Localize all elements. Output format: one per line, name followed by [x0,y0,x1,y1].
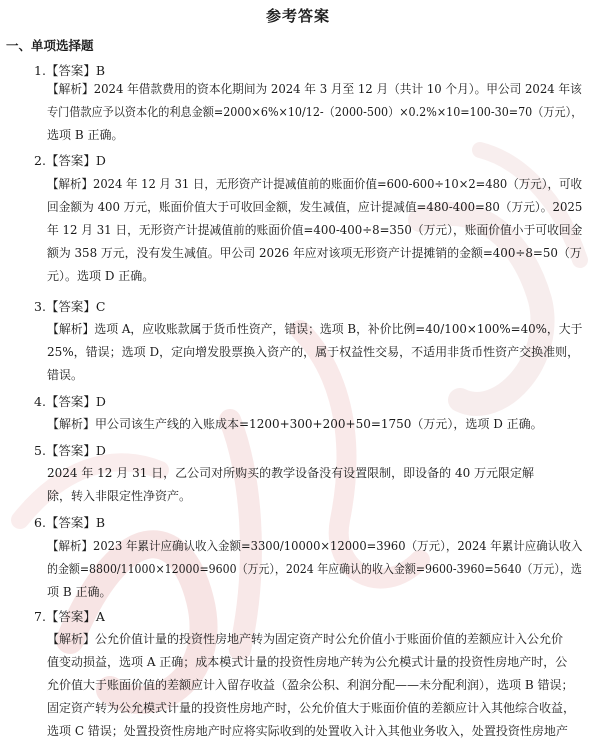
question-4-answer: 4.【答案】D [34,394,106,409]
analysis-line: 【解析】2024 年借款费用的资本化期间为 2024 年 3 月至 12 月（共计 10 个月）。甲公司 2024 年该 [47,82,582,96]
analysis-line: 【解析】2023 年累计应确认收入金额=3300/10000×12000=3960（万元），2024 年累计应确认收入 [47,539,583,553]
document-title: 参考答案 [265,7,330,25]
question-4-analysis [47,413,582,436]
analysis-line: 的金额=8800/11000×12000=9600（万元），2024 年应确认的收入金额=9600-3960=5640（万元），选 [47,562,582,576]
analysis-line: 项 B 正确。 [47,585,112,599]
question-7-analysis [47,628,582,743]
analysis-line: 值变动损益，选项 A 正确；成本模式计量的投资性房地产转为公允模式计量的投资性房地产时，公 [47,655,568,669]
question-5-analysis [47,462,582,508]
analysis-line: 回金额为 400 万元，账面价值大于可收回金额，发生减值，应计提减值=480-400=80（万元）。2025 [47,200,583,214]
analysis-line: 元）。选项 D 正确。 [47,269,155,283]
question-5-answer: 5.【答案】D [34,443,106,458]
analysis-line: 固定资产转为公允模式计量的投资性房地产时，公允价值大于账面价值的差额应计入其他综合收益， [47,701,576,715]
question-6-analysis [47,535,582,604]
analysis-line: 除，转入非限定性净资产。 [47,489,192,503]
analysis-line: 选项 B 正确。 [47,128,124,142]
analysis-line: 允价值大于账面价值的差额应计入留存收益（盈余公积、利润分配——未分配利润），选项 B 错误； [47,678,574,692]
question-3-answer: 3.【答案】C [34,299,106,314]
analysis-line: 25%，错误；选项 D，定向增发股票换入资产的，属于权益性交易，不适用非货币性资产交换准则， [47,345,580,359]
question-3-analysis [47,318,582,387]
section-heading: 一、单项选择题 [6,38,94,53]
analysis-line: 【解析】选项 A，应收账款属于货币性资产，错误；选项 B，补价比例=40/100×100%=40%，大于 [47,322,583,336]
analysis-line: 【解析】甲公司该生产线的入账成本=1200+300+200+50=1750（万元），选项 D 正确。 [47,417,543,431]
analysis-line: 2024 年 12 月 31 日，乙公司对所购买的教学设备没有设置限制，即设备的 40 万元限定解 [47,466,535,480]
question-7-answer: 7.【答案】A [34,609,105,624]
question-1-analysis [47,78,582,147]
question-2-answer: 2.【答案】D [34,153,106,168]
analysis-line: 专门借款应予以资本化的利息金额=2000×6%×10/12-（2000-500）×0.2%×10=100-30=70（万元）， [47,105,583,119]
question-2-analysis [47,173,582,288]
analysis-line: 选项 C 错误；处置投资性房地产时应将实际收到的处置收入计入其他业务收入，处置投资性房地产 [47,724,568,738]
analysis-line: 错误。 [47,368,84,382]
analysis-line: 【解析】公允价值计量的投资性房地产转为固定资产时公允价值小于账面价值的差额应计入公允价 [47,632,564,646]
question-1-answer: 1.【答案】B [34,63,106,78]
question-6-answer: 6.【答案】B [34,515,106,530]
analysis-line: 【解析】2024 年 12 月 31 日，无形资产计提减值前的账面价值=600-600÷10×2=480（万元），可收 [47,177,583,191]
analysis-line: 年 12 月 31 日，无形资产计提减值前的账面价值=400-400÷8=350（万元），账面价值小于可收回金 [47,223,583,237]
analysis-line: 额为 358 万元，没有发生减值。甲公司 2026 年应对该项无形资产计提摊销的金额=400÷8=50（万 [47,246,582,260]
